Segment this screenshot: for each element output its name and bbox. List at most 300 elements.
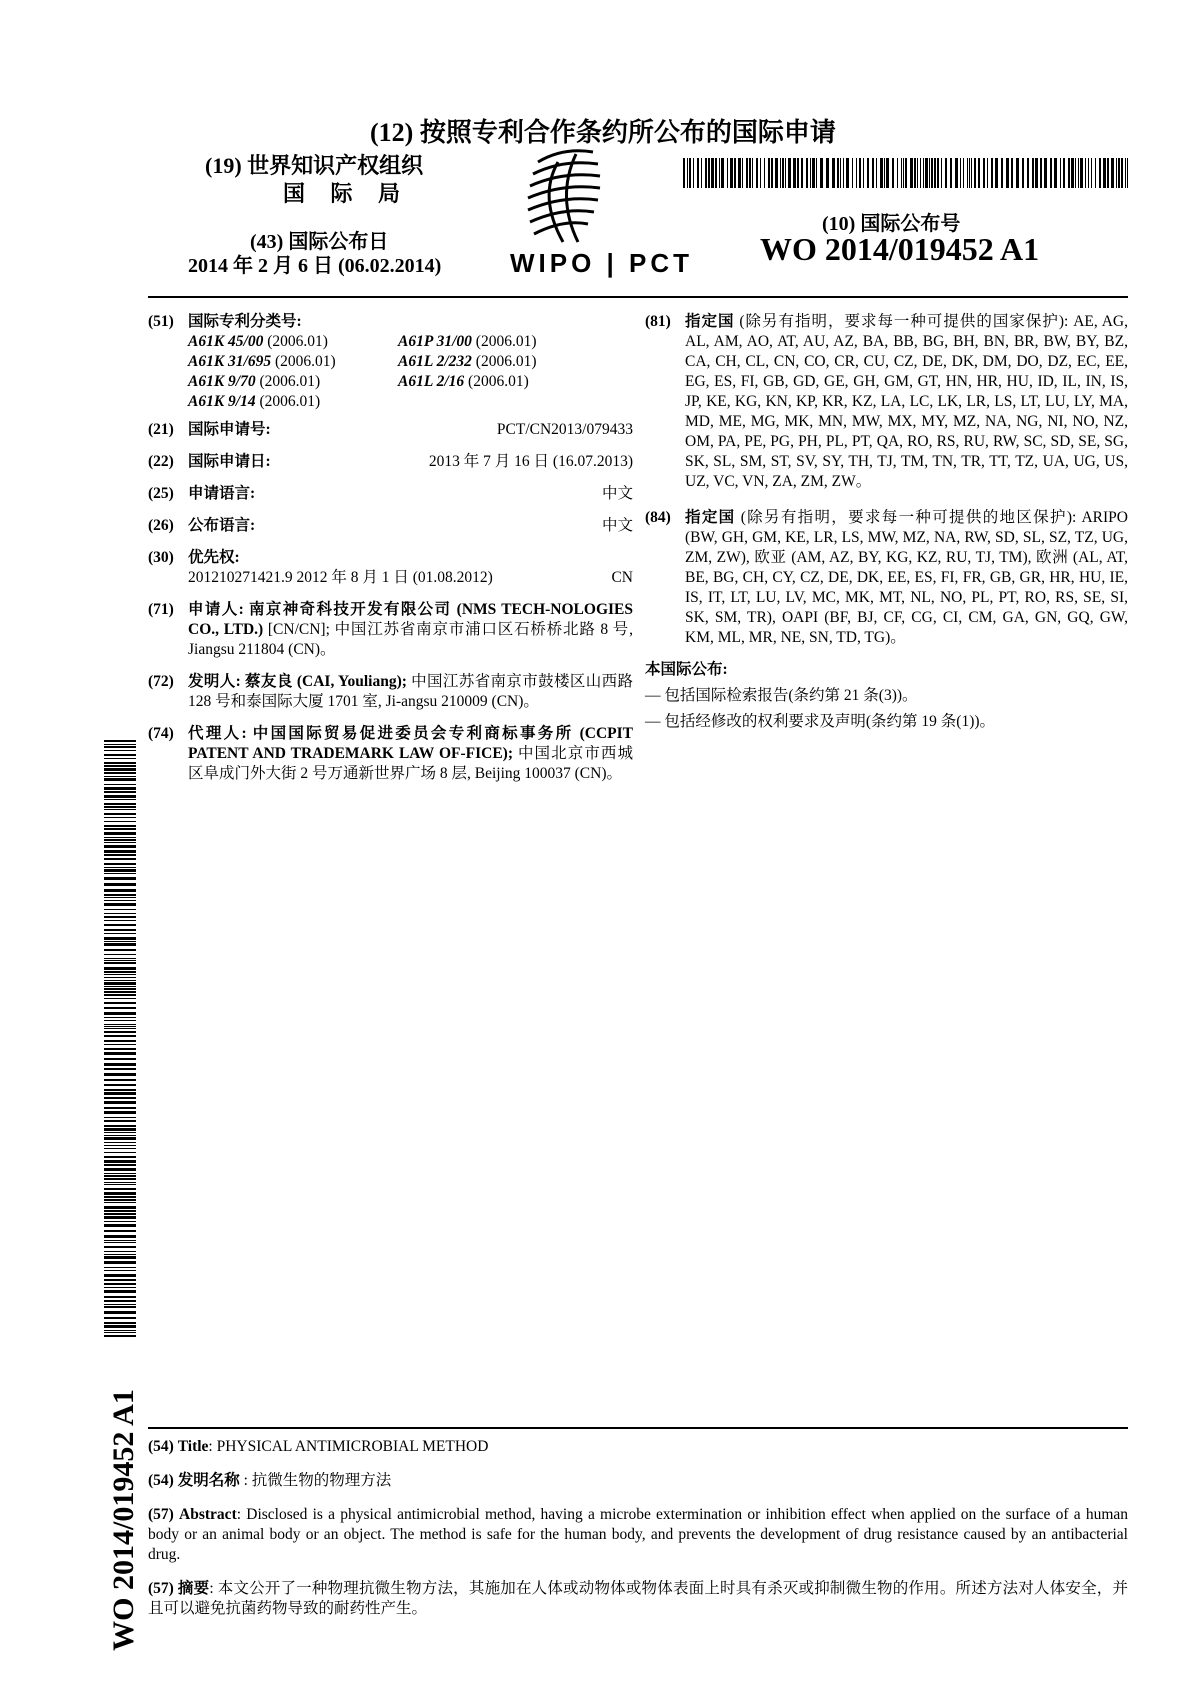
barcode-bar (104, 1160, 136, 1163)
barcode-bar (104, 1024, 136, 1025)
barcode-bar (104, 1325, 136, 1328)
barcode-bar (730, 158, 733, 188)
barcode-bar (104, 994, 136, 996)
barcode-bar (1075, 158, 1076, 188)
barcode-bar (104, 974, 136, 975)
barcode-bar (104, 1216, 136, 1219)
barcode-bar (1078, 158, 1079, 188)
field-84: (84) 指定国 (除另有指明，要求每一种可提供的地区保护): ARIPO (BW, GH, GM, KE, LR, LS, MW, MZ, NA, RW, SD, SL, SZ, TZ, UG, ZM, ZW), 欧亚 (AM, AZ, BY, KG, KZ, RU, TJ, TM), 欧洲 (AL, AT, BE, BG, CH, CY, CZ, DE, DK, EE, ES, FI, FR, GB, GR, HR, HU, IE, IS, IT, LT, LU, LV, MC, MK, MT, NL, NO, PL, PT, RO, RS, SE, SI, SK, SM, TR), OAPI (BF, BJ, CF, CG, CI, CM, GA, GN, GQ, GW, KM, ML, MR, NE, SN, TD, TG)。 (645, 509, 1128, 646)
barcode-bar (104, 1322, 136, 1324)
barcode-bar (104, 1101, 136, 1104)
barcode-bar (852, 158, 853, 188)
barcode-bar (104, 813, 136, 815)
barcode-bar (1088, 158, 1089, 188)
barcode-bar (104, 1287, 136, 1288)
barcode-bar (859, 158, 861, 188)
barcode-bar (104, 1230, 136, 1232)
field-81: (81) 指定国 (除另有指明，要求每一种可提供的国家保护): AE, AG, AL, AM, AO, AT, AU, AZ, BA, BB, BG, BH, BN, BR, BW, BY, BZ, CA, CH, CL, CN, CO, CR, CU, CZ, DE, DK, DM, DO, DZ, EC, EE, EG, ES, FI, GB, GD, GE, GH, GM, GT, HN, HR, HU, ID, IL, IN, IS, JP, KE, KG, KN, KP, KR, KZ, LA, LC, LK, LR, LS, LT, LU, LY, MA, MD, ME, MG, MK, MN, MW, MX, MY, MZ, NA, NG, NI, NO, NZ, OM, PA, PE, PG, PH, PL, PT, QA, RO, RS, RU, RW, SC, SD, SE, SG, SK, SL, SM, ST, SV, SY, TH, TJ, TM, TN, TR, TT, TZ, UA, UG, US, UZ, VC, VN, ZA, ZM, ZW。 (645, 313, 1128, 490)
barcode-bar (104, 873, 136, 874)
barcode-bar (697, 158, 699, 188)
barcode-bar (806, 158, 808, 188)
barcode-bar (715, 158, 717, 188)
barcode-bar (104, 1246, 136, 1248)
barcode-bar (104, 1117, 136, 1118)
barcode-bar (104, 1089, 136, 1091)
barcode-bar (1027, 158, 1029, 188)
ipc-code: A61K 31/695 (2006.01) (188, 353, 336, 370)
barcode-bar (104, 1164, 136, 1166)
barcode-bar (104, 1251, 136, 1252)
barcode-bar (104, 821, 136, 822)
barcode-bar (941, 158, 942, 188)
barcode-bar (104, 746, 136, 748)
barcode-bar (1095, 158, 1096, 188)
barcode-bar (867, 158, 869, 188)
barcode-bar (1103, 158, 1106, 188)
wipo-pct-logo (508, 142, 698, 282)
ipc-code: A61L 2/16 (2006.01) (398, 373, 529, 390)
barcode-bar (1085, 158, 1086, 188)
barcode-bar (104, 980, 136, 981)
barcode-bar (104, 883, 136, 886)
barcode-bar (104, 1199, 136, 1201)
barcode-bar (104, 765, 136, 767)
barcode-bar (937, 158, 939, 188)
barcode-bar (104, 958, 136, 959)
barcode-bar (969, 158, 970, 188)
barcode-bar (1040, 158, 1042, 188)
barcode-bar (104, 1120, 136, 1122)
agent-address: 中国北京市西城区阜成门外大街 2 号万通新世界广场 8 层, Beijing 100037 (CN)。 (188, 745, 633, 782)
barcode-bar (880, 158, 883, 188)
barcode-bar (104, 924, 136, 926)
barcode-bar (104, 1002, 136, 1004)
barcode-bar (104, 988, 136, 990)
barcode-bar (104, 941, 136, 942)
barcode-bar (104, 1092, 136, 1095)
barcode-bar (104, 1031, 136, 1033)
barcode-bar (995, 158, 998, 188)
barcode-bar (104, 854, 136, 856)
barcode-bar (104, 1256, 136, 1259)
barcode-bar (104, 1152, 136, 1153)
barcode-bar (104, 1125, 136, 1127)
barcode-bar (104, 1235, 136, 1238)
barcode-bar (104, 949, 136, 951)
barcode-bar (843, 158, 844, 188)
barcode-bar (788, 158, 791, 188)
barcode-bar (104, 1079, 136, 1081)
barcode-bar (746, 158, 748, 188)
barcode-bar (104, 1044, 136, 1045)
barcode-bar (104, 1142, 136, 1143)
barcode-bar (104, 1107, 136, 1109)
barcode-bar (104, 1221, 136, 1222)
publication-language: 中文 (601, 517, 633, 534)
barcode-bar (104, 1148, 136, 1149)
barcode-bar (780, 158, 781, 188)
barcode-bar (914, 158, 916, 188)
barcode-bar (840, 158, 841, 188)
barcode-bar (104, 832, 136, 835)
barcode-bar (711, 158, 714, 188)
barcode-bar (104, 1182, 136, 1183)
ipc-code: A61L 2/232 (2006.01) (398, 353, 537, 370)
barcode-bar (1118, 158, 1120, 188)
barcode-bar (931, 158, 933, 188)
barcode-bar (1001, 158, 1003, 188)
barcode-bar (727, 158, 728, 188)
barcode-bar (816, 158, 817, 188)
barcode-bar (104, 897, 136, 898)
barcode-bar (1054, 158, 1057, 188)
field-22: (22) 国际申请日: 2013 年 7 月 16 日 (16.07.2013) (148, 453, 633, 470)
barcode-bar (892, 158, 894, 188)
left-column (148, 312, 633, 784)
agent-name: 中国国际贸易促进委员会专利商标事务所 (CCPIT PATENT AND TRADEMARK LAW OF-FICE); (188, 725, 633, 762)
barcode-bar (104, 1178, 136, 1180)
barcode-bar (104, 1175, 136, 1177)
barcode-top (683, 158, 1128, 188)
barcode-bar (1060, 158, 1061, 188)
barcode-bar (987, 158, 988, 188)
barcode-bar (901, 158, 902, 188)
barcode-bar (1032, 158, 1034, 188)
barcode-bar (782, 158, 784, 188)
side-publication-number: WO 2014/019452 A1 (107, 1389, 140, 1651)
barcode-bar (104, 1224, 136, 1227)
barcode-bar (104, 916, 136, 918)
barcode-bar (863, 158, 864, 188)
barcode-bar (104, 1330, 136, 1331)
designated-states-regional: (除另有指明，要求每一种可提供的地区保护): ARIPO (BW, GH, GM, KE, LR, LS, MW, MZ, NA, RW, SD, SL, SZ, TZ, UG, ZM, ZW), 欧亚 (AM, AZ, BY, KG, KZ, RU, TJ, TM), 欧洲 (AL, AT, BE, BG, CH, CY, CZ, DE, DK, EE, ES, FI, FR, GB, GR, HR, HU, IE, IS, IT, LT, LU, LV, MC, MK, MT, NL, NO, PL, PT, RO, RS, SE, SI, SK, SM, TR), OAPI (BF, BJ, CF, CG, CI, CM, GA, GN, GQ, GW, KM, ML, MR, NE, SN, TD, TG)。 (685, 509, 1128, 646)
barcode-bar (104, 943, 136, 946)
barcode-bar (104, 1058, 136, 1060)
barcode-bar (104, 967, 136, 970)
ipc-code: A61K 9/14 (2006.01) (188, 393, 321, 410)
barcode-bar (104, 754, 136, 756)
barcode-bar (1121, 158, 1123, 188)
barcode-bar (104, 772, 136, 774)
barcode-bar (104, 1137, 136, 1140)
barcode-bar (104, 750, 136, 751)
barcode-bar (1071, 158, 1074, 188)
barcode-bar (104, 954, 136, 955)
barcode-bar (104, 1068, 136, 1070)
barcode-bar (104, 1192, 136, 1195)
barcode-bar (104, 1213, 136, 1215)
barcode-bar (929, 158, 930, 188)
field-71: (71) 申请人: 南京神奇科技开发有限公司 (NMS TECH-NOLOGIES CO., LTD.) [CN/CN]; 中国江苏省南京市浦口区石桥桥北路 8 号, Jiangsu 211804 (CN)。 (148, 601, 634, 658)
barcode-bar (945, 158, 947, 188)
barcode-bar (104, 1279, 136, 1281)
barcode-bar (826, 158, 829, 188)
barcode-bar (963, 158, 964, 188)
barcode-bar (837, 158, 839, 188)
barcode-bar (104, 1156, 136, 1158)
barcode-bar (756, 158, 758, 188)
barcode-bar (104, 863, 136, 865)
applicant-address: [CN/CN]; 中国江苏省南京市浦口区石桥桥北路 8 号, Jiangsu 211804 (CN)。 (188, 621, 634, 658)
barcode-bar (1116, 158, 1117, 188)
org-line-2: 国 际 局 (283, 181, 411, 206)
barcode-bar (793, 158, 796, 188)
barcode-bar (687, 158, 688, 188)
barcode-bar (832, 158, 835, 188)
barcode-bar (872, 158, 874, 188)
barcode-bar (104, 1173, 136, 1174)
application-date: 2013 年 7 月 16 日 (16.07.2013) (428, 453, 633, 470)
logo-text: WIPO | PCT (510, 248, 694, 278)
barcode-bar (104, 1254, 136, 1255)
barcode-bar (104, 795, 136, 798)
barcode-bar (701, 158, 702, 188)
barcode-bar (856, 158, 857, 188)
barcode-bar (104, 803, 136, 805)
barcode-bar (104, 817, 136, 818)
barcode-bar (903, 158, 904, 188)
barcode-bar (104, 1202, 136, 1203)
barcode-bar (897, 158, 898, 188)
barcode-bar (104, 1267, 136, 1268)
barcode-bar (719, 158, 720, 188)
barcode-bar (104, 1040, 136, 1042)
barcode-bar (104, 1332, 136, 1333)
barcode-bar (785, 158, 786, 188)
barcode-bar (104, 1048, 136, 1050)
barcode-bar (104, 986, 136, 987)
barcode-bar (1091, 158, 1092, 188)
barcode-bar (104, 937, 136, 940)
barcode-bar (104, 768, 136, 771)
barcode-bar (104, 1300, 136, 1302)
barcode-bar (104, 962, 136, 964)
applicant-name: 南京神奇科技开发有限公司 (NMS TECH-NOLOGIES CO., LTD.) (188, 601, 634, 638)
abstract-chinese: (57) 摘要: 本文公开了一种物理抗微生物方法，其施加在人体或动物体或物体表面上时具有杀灭或抑制微生物的作用。所述方法对人体安全，并且可以避免抗菌药物导致的耐药性产生。 (148, 1580, 1128, 1617)
barcode-bar (104, 1304, 136, 1305)
ipc-label: 国际专利分类号: (188, 313, 302, 330)
barcode-bar (104, 1283, 136, 1285)
barcode-bar (760, 158, 761, 188)
barcode-bar (1016, 158, 1019, 188)
publication-date: 2014 年 2 月 6 日 (06.02.2014) (188, 255, 442, 277)
barcode-bar (693, 158, 694, 188)
designated-states-national: (除另有指明，要求每一种可提供的国家保护): AE, AG, AL, AM, AO, AT, AU, AZ, BA, BB, BG, BH, BN, BR, BW, BY, BZ, CA, CH, CL, CN, CO, CR, CU, CZ, DE, DK, DM, DO, DZ, EC, EE, EG, ES, FI, GB, GD, GE, GH, GM, GT, HN, HR, HU, ID, IL, IN, IS, JP, KE, KG, KN, KP, KR, KZ, LA, LC, LK, LR, LS, LT, LU, LY, MA, MD, ME, MG, MK, MN, MW, MX, MY, MZ, NA, NG, NI, NO, NZ, OM, PA, PE, PG, PH, PL, PT, QA, RO, RS, RU, RW, SC, SD, SE, SG, SK, SL, SM, ST, SV, SY, TH, TJ, TM, TN, TR, TT, TZ, UA, UG, US, UZ, VC, VN, ZA, ZM, ZW。 (685, 313, 1128, 490)
field-21: (21) 国际申请号: PCT/CN2013/079433 (148, 421, 633, 438)
barcode-bar (104, 1063, 136, 1066)
barcode-bar (925, 158, 928, 188)
barcode-bar (934, 158, 936, 188)
barcode-bar (1044, 158, 1047, 188)
barcode-bar (810, 158, 811, 188)
barcode-bar (923, 158, 924, 188)
priority-country: CN (611, 569, 633, 586)
barcode-bar (104, 894, 136, 896)
barcode-bar (886, 158, 889, 188)
barcode-bar (104, 1306, 136, 1308)
barcode-bar (104, 845, 136, 848)
barcode-bar (764, 158, 765, 188)
barcode-bar (104, 920, 136, 921)
barcode-bar (104, 842, 136, 843)
barcode-bar (104, 1296, 136, 1298)
barcode-bar (721, 158, 724, 188)
barcode-bar (768, 158, 770, 188)
barcode-bar (104, 1012, 136, 1015)
barcode-bar (1125, 158, 1126, 188)
barcode-bar (104, 1335, 136, 1337)
barcode-bar (749, 158, 751, 188)
barcode-bar (104, 867, 136, 868)
barcode-bar (910, 158, 913, 188)
barcode-bar (1080, 158, 1083, 188)
barcode-bar (104, 1097, 136, 1099)
barcode-bar (104, 1017, 136, 1018)
barcode-bar (104, 991, 136, 993)
barcode-bar (104, 839, 136, 841)
barcode-bar (967, 158, 968, 188)
barcode-bar (104, 960, 136, 961)
published-item: — 包括经修改的权利要求及声明(条约第 19 条(1))。 (645, 713, 996, 730)
barcode-bar (104, 837, 136, 838)
barcode-bar (104, 850, 136, 853)
barcode-bar (104, 1317, 136, 1319)
barcode-bar (708, 158, 710, 188)
barcode-bar (1127, 158, 1128, 188)
field-74: (74) 代理人: 中国国际贸易促进委员会专利商标事务所 (CCPIT PATENT AND TRADEMARK LAW OF-FICE); 中国北京市西城区阜成门外大街 2 号万通新世界广场 8 层, Beijing 100037 (CN)。 (148, 725, 633, 782)
publication-number: WO 2014/019452 A1 (760, 231, 1040, 267)
field-30: (30) 优先权: 201210271421.9 2012 年 8 月 1 日 (01.08.2012) CN (148, 549, 633, 586)
barcode-bar (104, 929, 136, 931)
publication-number-label: (10) 国际公布号 (822, 213, 961, 235)
barcode-bar (104, 1240, 136, 1241)
barcode-bar (920, 158, 921, 188)
ipc-codes (148, 332, 633, 412)
barcode-bar (104, 1028, 136, 1029)
field-26: (26) 公布语言: 中文 (148, 517, 633, 534)
barcode-bar (978, 158, 980, 188)
barcode-bar (689, 158, 691, 188)
wipo-globe-icon (508, 142, 698, 282)
document-title: (12) 按照专利合作条约所公布的国际申请 (370, 118, 836, 147)
barcode-bar (752, 158, 753, 188)
barcode-bar (738, 158, 741, 188)
title-english: (54) Title: PHYSICAL ANTIMICROBIAL METHOD (148, 1438, 489, 1455)
barcode-bar (812, 158, 815, 188)
header-divider (148, 296, 1128, 298)
barcode-bar (771, 158, 773, 188)
barcode-bar (983, 158, 985, 188)
barcode-bar (104, 1111, 136, 1114)
priority-data: 201210271421.9 2012 年 8 月 1 日 (01.08.2012) (188, 569, 493, 586)
barcode-bar (104, 1242, 136, 1243)
publication-date-label: (43) 国际公布日 (250, 231, 389, 253)
barcode-bar (742, 158, 743, 188)
barcode-bar (104, 1210, 136, 1212)
barcode-bar (104, 1206, 136, 1209)
published-item: — 包括国际检索报告(条约第 21 条(3))。 (645, 687, 918, 704)
right-column (645, 312, 1128, 732)
organization-name (205, 152, 423, 208)
barcode-bar (104, 900, 136, 901)
ipc-code: A61P 31/00 (2006.01) (398, 333, 537, 350)
barcode-bar (104, 744, 136, 745)
barcode-bar (960, 158, 961, 188)
barcode-bar (104, 1188, 136, 1190)
barcode-bar (846, 158, 849, 188)
barcode-bar (104, 877, 136, 880)
barcode-bar (1111, 158, 1114, 188)
barcode-bar (1011, 158, 1013, 188)
barcode-bar (104, 909, 136, 910)
barcode-bar (104, 740, 136, 742)
barcode-bar (104, 998, 136, 999)
barcode-bar (104, 1084, 136, 1086)
barcode-bar (104, 787, 136, 790)
barcode-bar (1035, 158, 1038, 188)
barcode-bar (104, 778, 136, 781)
barcode-bar (705, 158, 707, 188)
barcode-bar (797, 158, 799, 188)
barcode-bar (104, 1035, 136, 1037)
field-25: (25) 申请语言: 中文 (148, 485, 633, 502)
barcode-bar (104, 806, 136, 808)
barcode-bar (104, 1196, 136, 1198)
barcode-bar (104, 1073, 136, 1076)
barcode-bar (775, 158, 778, 188)
barcode-bar (104, 1026, 136, 1027)
barcode-bar (991, 158, 993, 188)
barcode-bar (104, 933, 136, 934)
barcode-bar (104, 809, 136, 810)
barcode-bar (104, 982, 136, 985)
barcode-bar (104, 1020, 136, 1021)
barcode-bar (1006, 158, 1009, 188)
barcode-bar (104, 758, 136, 759)
barcode-bar (1022, 158, 1024, 188)
barcode-bar (801, 158, 803, 188)
inventor-address: 中国江苏省南京市鼓楼区山西路 128 号和泰国际大厦 1701 室, Ji-angsu 210009 (CN)。 (188, 673, 633, 710)
filing-language: 中文 (601, 485, 633, 502)
barcode-bar (104, 858, 136, 860)
barcode-bar (955, 158, 958, 188)
field-72: (72) 发明人: 蔡友良 (CAI, Youliang); 中国江苏省南京市鼓楼区山西路 128 号和泰国际大厦 1701 室, Ji-angsu 210009 (CN)。 (148, 673, 633, 710)
ipc-code: A61K 45/00 (2006.01) (188, 333, 328, 350)
bottom-divider (148, 1427, 1128, 1429)
ipc-code: A61K 9/70 (2006.01) (188, 373, 321, 390)
abstract-english: (57) Abstract: Disclosed is a physical antimicrobial method, having a microbe extermination or inhibition effect when applied on the surface of a human body or an animal body or an object. The method is safe for the human body, and prevents the development of drug resistance caused by an antibacterial drug. (148, 1506, 1129, 1563)
barcode-bar (104, 1261, 136, 1264)
barcode-bar (1107, 158, 1109, 188)
barcode-bar (876, 158, 877, 188)
barcode-bar (1099, 158, 1101, 188)
barcode-bar (683, 158, 685, 188)
barcode-bar (884, 158, 885, 188)
barcode-bar (1068, 158, 1070, 188)
barcode-bar (104, 825, 136, 827)
barcode-bar (905, 158, 907, 188)
barcode-bar (104, 869, 136, 872)
barcode-bar (104, 784, 136, 785)
inventor-name: 蔡友良 (CAI, Youliang); (245, 673, 407, 690)
barcode-bar (104, 1007, 136, 1009)
barcode-bar (104, 1311, 136, 1314)
barcode-bar (974, 158, 976, 188)
barcode-bar (104, 971, 136, 973)
barcode-bar (104, 1274, 136, 1277)
barcode-bar (104, 1290, 136, 1293)
barcode-bar (820, 158, 823, 188)
